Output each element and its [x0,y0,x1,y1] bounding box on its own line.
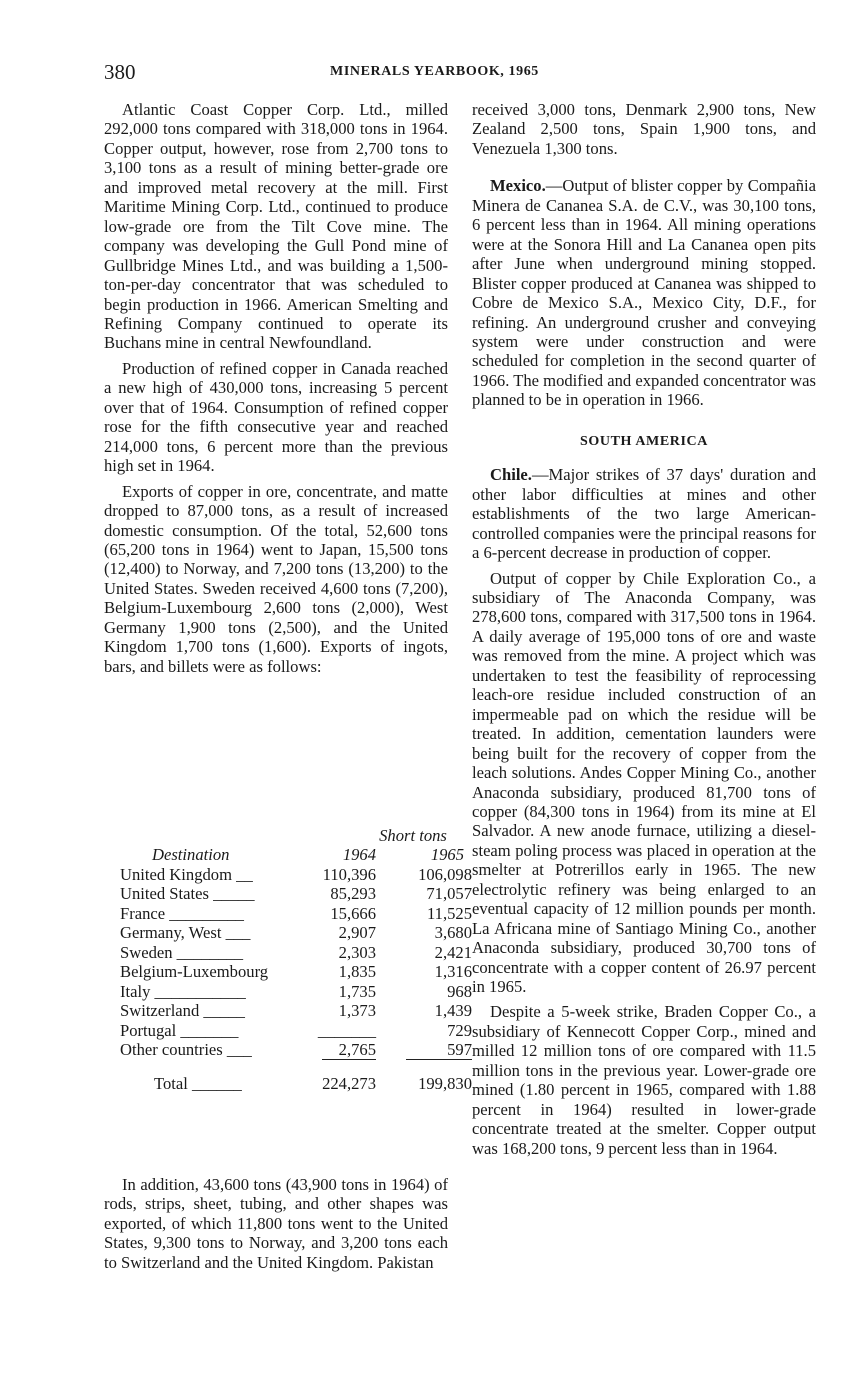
column-header: Destination [152,845,230,865]
destination-cell: Switzerland _____ [120,1001,245,1021]
paragraph: Production of refined copper in Canada reached a new high of 430,000 tons, increasing 5 percent over that of 1964. Consumption of refined copper rose for the fifth consecutive year and reached 214,000 tons, 6 percent more than the previous high set in 1964. [104,358,448,476]
value-1965-cell: 1,439 [434,1001,472,1021]
paragraph: Exports of copper in ore, concentrate, and matte dropped to 87,000 tons, as a result of increased domestic consumption. Of the total, 52,600 tons (65,200 tons in 1964) went to Japan, 15,500 tons (12,400) to Norway, and 7,200 tons (13,200) to the United States. Sweden received 4,600 tons (7,200), Belgium-Luxembourg 2,600 tons (2,000), West Germany 1,900 tons (2,500), and the United Kingdom 1,700 tons (1,600). Exports of ingots, bars, and billets were as follows: [104,481,448,676]
table-row [120,943,472,962]
destination-cell: Italy ___________ [120,981,246,1001]
total-row [120,1074,472,1093]
total-1965: 199,830 [418,1074,472,1094]
destination-cell: Germany, West ___ [120,923,251,943]
table-row [120,1040,472,1059]
value-1965-cell: 597 [447,1039,472,1059]
value-1964-cell: 85,293 [330,884,376,904]
destination-cell: Sweden ________ [120,942,244,962]
mexico-heading: Mexico. [490,176,546,196]
unit-header: Short tons [379,826,447,845]
table-row [120,982,472,1001]
value-1964-cell: 1,373 [338,1001,376,1021]
destination-cell: United States _____ [120,884,255,904]
column-header: 1964 [342,845,376,865]
destination-cell: Portugal _______ [120,1020,239,1040]
table-row [120,1001,472,1020]
running-title: MINERALS YEARBOOK, 1965 [330,64,539,79]
table-row [120,923,472,942]
value-1965-cell: 3,680 [434,923,472,943]
paragraph: Output of copper by Chile Exploration Co., a subsidiary of The Anaconda Company, was 278,600 tons, compared with 317,500 tons in 1964. A daily average of 195,000 tons of ore and waste was removed from the mine. A project which was undertaken to test the feasibility of reprocessing leach-ore residue included construction of an impermeable pad on which the residue will be treated. In addition, cementation launders were being built for the recovery of copper from the leach solutions. Andes Copper Mining Co., another Anaconda subsidiary, produced 81,700 tons of copper (84,300 tons in 1964) from its mine at El Salvador. A new anode furnace, utilizing a diesel-steam poling process was placed in operation at the smelter at Potrerillos early in 1965. The new electrolytic refinery was being enlarged to an eventual capacity of 12 million pounds per month. La Africana mine of Santiago Mining Co., another Anaconda subsidiary, produced 30,700 tons of concentrate with a copper content of 26.97 percent in 1965. [472,568,816,997]
value-1964-cell: 2,765 [338,1039,376,1059]
value-1965-cell: 968 [447,981,472,1001]
value-1965-cell: 2,421 [434,942,472,962]
column-header: 1965 [430,845,464,865]
left-column [104,100,448,682]
value-1965-cell: 729 [447,1020,472,1040]
paragraph: Atlantic Coast Copper Corp. Ltd., milled 292,000 tons compared with 318,000 tons in 1964. Copper output, however, rose from 2,700 tons to 3,100 tons as a result of mining better-grade ore and improved metal recovery at the mill. First Maritime Mining Corp. Ltd., continued to produce low-grade ore from the Tilt Cove mine. The company was developing the Gull Pond mine of Gullbridge Mines Ltd., and was building a 1,500-ton-per-day concentrator that was scheduled to begin production in 1966. American Smelting and Refining Company continued to operate its Buchans mine in central Newfoundland. [104,100,448,353]
table-row [120,1021,472,1040]
destination-cell: France _________ [120,903,244,923]
value-1964-cell: _______ [317,1020,376,1040]
total-1964: 224,273 [322,1074,376,1094]
page-number: 380 [104,60,136,84]
value-1965-cell: 11,525 [426,903,472,923]
destination-cell: United Kingdom __ [120,864,253,884]
paragraph: Despite a 5-week strike, Braden Copper Co., a subsidiary of Kennecott Copper Corp., mined and milled 12 million tons of ore compared with 11.5 million tons in the previous year. Lower-grade ore mined (1.80 percent in 1965, compared with 1.88 percent in 1964) resulted in lower-grade concentrate treated at the smelter. Copper output was 168,200 tons, 9 percent less than in 1964. [472,1002,816,1158]
value-1965-cell: 71,057 [426,884,472,904]
right-column [472,100,816,1164]
value-1965-cell: 1,316 [434,962,472,982]
mexico-text: —Output of blister copper by Compañia Minera de Cananea S.A. de C.V., was 30,100 tons, 6 percent less than in 1964. All mining operations were at the Sonora Hill and La Cananea open pits after June when underground mining stopped. Blister copper produced at Cananea was shipped to Cobre de Mexico S.A., Mexico City, D.F., for refining. An underground crusher and conveying system were under construction and were scheduled for completion in the second quarter of 1966. The modified and expanded concentrator was planned to be in operation in 1966. [472,176,816,410]
value-1965-cell: 106,098 [418,864,472,884]
left-column-bottom [104,1175,448,1278]
chile-paragraph [472,465,816,562]
chile-heading: Chile. [490,465,532,485]
table-row [120,884,472,903]
value-1964-cell: 15,666 [330,903,376,923]
section-heading: SOUTH AMERICA [580,433,708,449]
paragraph: received 3,000 tons, Denmark 2,900 tons, New Zealand 2,500 tons, Spain 1,900 tons, and Venezuela 1,300 tons. [472,100,816,158]
value-1964-cell: 2,303 [338,942,376,962]
table-row [120,962,472,981]
total-label: Total ______ [154,1074,242,1094]
chile-text: —Major strikes of 37 days' duration and other labor difficulties at mines and other establishments of the two large American-controlled companies were the principal reasons for a 6-percent decrease in production of copper. [472,465,816,563]
destination-cell: Other countries ___ [120,1039,252,1059]
paragraph: In addition, 43,600 tons (43,900 tons in 1964) of rods, strips, sheet, tubing, and other shapes was exported, of which 11,800 tons went to the United States, 9,300 tons to Norway, and 3,200 tons each to Switzerland and the United Kingdom. Pakistan [104,1175,448,1272]
value-1964-cell: 1,835 [338,962,376,982]
value-1964-cell: 110,396 [322,864,376,884]
destination-cell: Belgium-Luxembourg [120,962,269,982]
value-1964-cell: 2,907 [338,923,376,943]
exports-table [120,826,472,1094]
mexico-paragraph [472,176,816,409]
table-row [120,865,472,884]
value-1964-cell: 1,735 [338,981,376,1001]
table-row [120,904,472,923]
